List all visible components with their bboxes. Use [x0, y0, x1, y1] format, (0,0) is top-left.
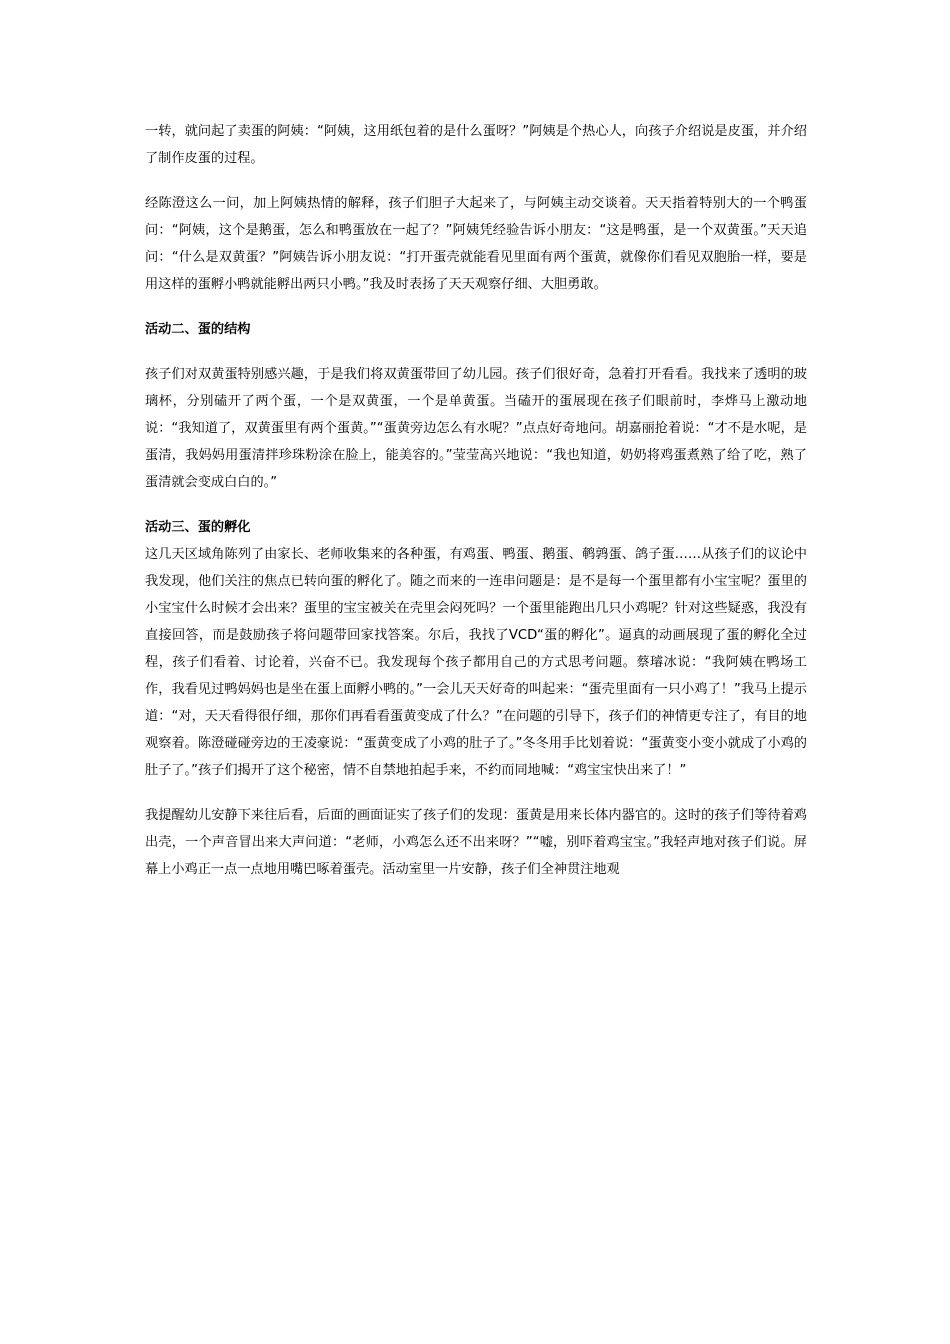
heading-activity-three: 活动三、蛋的孵化	[145, 520, 251, 535]
paragraph-double-yolk: 经陈澄这么一问，加上阿姨热情的解释，孩子们胆子大起来了，与阿姨主动交谈着。天天指着特别大的一个鸭蛋问：“阿姨，这个是鹅蛋，怎么和鸭蛋放在一起了？”阿姨凭经验告诉小朋友：“这是鸭蛋，是一个双黄蛋。”天天追问：“什么是双黄蛋？”阿姨告诉小朋友说：“打开蛋壳就能看见里面有两个蛋黄，就像你们看见双胞胎一样，要是用这样的蛋孵小鸭就能孵出两只小鸭。”我及时表扬了天天观察仔细、大胆勇敢。	[145, 196, 807, 292]
paragraph-gap	[145, 172, 807, 190]
paragraph-egg-hatching: 这几天区域角陈列了由家长、老师收集来的各种蛋，有鸡蛋、鸭蛋、鹅蛋、鹌鹑蛋、鸽子蛋……从孩子们的议论中我发现，他们关注的焦点已转向蛋的孵化了。随之而来的一连串问题是：是不是每一个蛋里都有小宝宝呢？蛋里的小宝宝什么时候才会出来？蛋里的宝宝被关在壳里会闷死吗？一个蛋里能跑出几只小鸡呢？针对这些疑惑，我没有直接回答，而是鼓励孩子将问题带回家找答案。尔后，我找了VCD“蛋的孵化”。逼真的动画展现了蛋的孵化全过程，孩子们看着、讨论着，兴奋不已。我发现每个孩子都用自己的方式思考问题。蔡璿冰说：“我阿姨在鸭场工作，我看见过鸭妈妈也是坐在蛋上面孵小鸭的。”一会儿天天好奇的叫起来：“蛋壳里面有一只小鸡了！”我马上提示道：“对，天天看得很仔细，那你们再看看蛋黄变成了什么？”在问题的引导下，孩子们的神情更专注了，有目的地观察着。陈澄碰碰旁边的王凌豪说：“蛋黄变成了小鸡的肚子了。”冬冬用手比划着说：“蛋黄变小变小就成了小鸡的肚子了。”孩子们揭开了这个秘密，情不自禁地拍起手来，不约而同地喊：“鸡宝宝快出来了！”	[145, 547, 807, 778]
paragraph-gap	[145, 343, 807, 361]
document-page	[145, 118, 807, 883]
paragraph-gap	[145, 298, 807, 316]
paragraph-watching-video: 我提醒幼儿安静下来往后看，后面的画面证实了孩子们的发现：蛋黄是用来长体内器官的。这时的孩子们等待着鸡出壳，一个声音冒出来大声问道：“老师，小鸡怎么还不出来呀？”“嘘，别吓着鸡宝宝。”我轻声地对孩子们说。屏幕上小鸡正一点一点地用嘴巴啄着蛋壳。活动室里一片安静，孩子们全神贯注地观	[145, 808, 807, 877]
paragraph-egg-seller: 一转，就问起了卖蛋的阿姨：“阿姨，这用纸包着的是什么蛋呀？”阿姨是个热心人，向孩子介绍说是皮蛋，并介绍了制作皮蛋的过程。	[145, 124, 807, 166]
paragraph-gap	[145, 784, 807, 802]
paragraph-gap	[145, 496, 807, 514]
paragraph-egg-structure: 孩子们对双黄蛋特别感兴趣，于是我们将双黄蛋带回了幼儿园。孩子们很好奇，急着打开看看。我找来了透明的玻璃杯，分别磕开了两个蛋，一个是双黄蛋，一个是单黄蛋。当磕开的蛋展现在孩子们眼前时，李烨马上激动地说：“我知道了，双黄蛋里有两个蛋黄。”“蛋黄旁边怎么有水呢？”点点好奇地问。胡嘉丽抢着说：“才不是水呢，是蛋清，我妈妈用蛋清拌珍珠粉涂在脸上，能美容的。”莹莹高兴地说：“我也知道，奶奶将鸡蛋煮熟了给了吃，熟了蛋清就会变成白白的。”	[145, 367, 807, 490]
heading-activity-two: 活动二、蛋的结构	[145, 322, 251, 337]
